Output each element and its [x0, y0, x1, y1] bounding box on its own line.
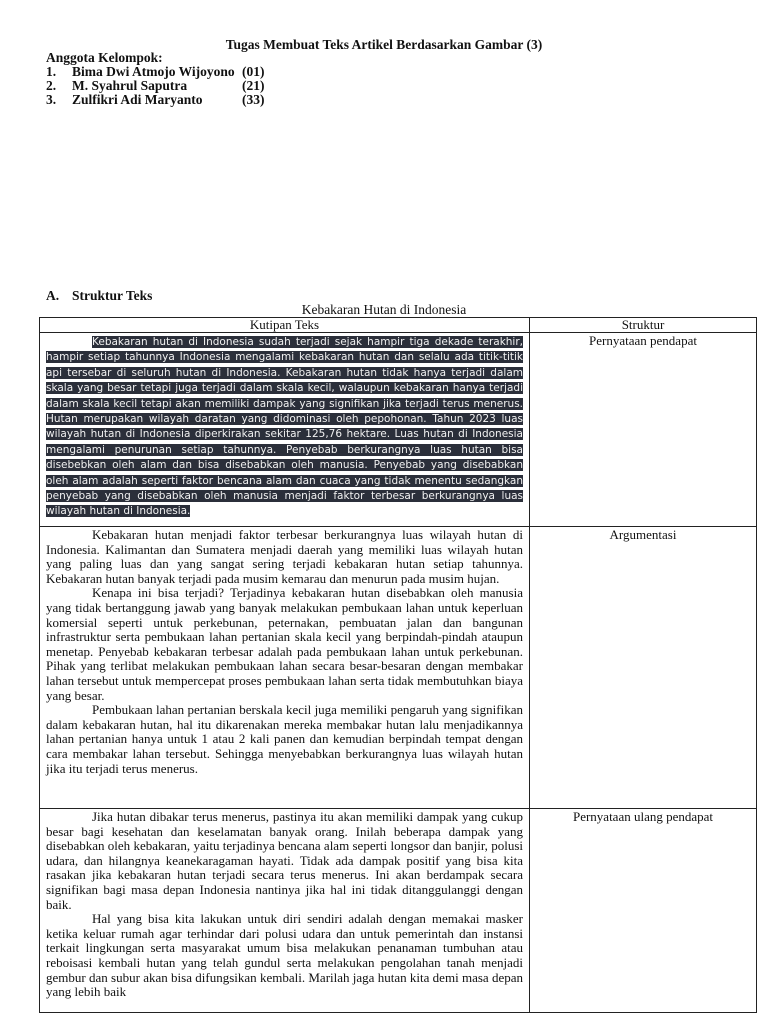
structure-cell: Pernyataan pendapat	[530, 333, 757, 527]
group-label: Anggota Kelompok:	[46, 50, 163, 65]
section-title: Struktur Teks	[72, 288, 153, 303]
table-header-row	[40, 318, 757, 333]
table-row	[40, 333, 757, 527]
structure-table	[39, 317, 757, 1013]
structure-cell: Argumentasi	[530, 527, 757, 809]
highlighted-paragraph[interactable]	[46, 334, 523, 519]
member-name: Bima Dwi Atmojo Wijoyono	[72, 64, 235, 79]
member-id: (33)	[242, 92, 265, 107]
paragraph: Kebakaran hutan menjadi faktor terbesar berkurangnya luas wilayah hutan di Indonesia. Kalimantan dan Sumatera menjadi daerah yang memiliki luas wilayah hutan yang paling luas dan yang sangat sering terjadi kebakaran hutan setiap tahunnya. Kebakaran hutan banyak terjadi pada musim kemarau dan menurun pada musim hujan.	[46, 527, 523, 586]
selected-text[interactable]: Kebakaran hutan di Indonesia sudah terjadi sejak hampir tiga dekade terakhir, hampir setiap tahunnya Indonesia mengalami kebakaran hutan dan selalu ada titik-titik api tersebar di seluruh hutan di Indonesia. Kebakaran hutan tidak hanya terjadi dalam skala yang besar tetapi juga terjadi dalam skala kecil, walaupun kebakaran hanya terjadi dalam skala kecil tetapi akan memiliki dampak yang signifikan jika terjadi terus menerus. Hutan merupakan wilayah daratan yang didominasi oleh pepohonan. Tahun 2023 luas wilayah hutan di Indonesia diperkirakan sekitar 125,76 hektare. Luas hutan di Indonesia mengalami penurunan setiap tahunnya. Penyebab berkurangnya luas hutan bisa disebebkan oleh alam dan bisa disebabkan oleh manusia. Penyebab yang disebabkan oleh alam adalah seperti faktor bencana alam dan cuaca yang tidak menentu sedangkan penyebab yang disebabkan oleh manusia menjadi faktor terbesar berkurangnya luas wilayah hutan di Indonesia.	[46, 336, 523, 518]
member-name: M. Syahrul Saputra	[72, 78, 188, 93]
quote-cell	[40, 809, 530, 1013]
article-title: Kebakaran Hutan di Indonesia	[301, 302, 467, 317]
member-number: 2.	[46, 78, 57, 93]
member-number: 3.	[46, 92, 57, 107]
member-id: (01)	[242, 64, 265, 79]
table-row	[40, 527, 757, 809]
member-row	[46, 93, 292, 107]
member-row	[46, 65, 292, 79]
member-row	[46, 79, 292, 93]
quote-cell	[40, 333, 530, 527]
member-name: Zulfikri Adi Maryanto	[72, 92, 203, 107]
paragraph: Pembukaan lahan pertanian berskala kecil juga memiliki pengaruh yang signifikan dalam kebakaran hutan, hal itu dikarenakan mereka membakar hutan lalu menjadikannya lahan pertanian hanya untuk 1 atau 2 kali panen dan kemudian berpindah tempat dengan cara membakar lahan tersebut. Sehingga menyebabkan berkurangnya luas wilayah hutan jika itu terjadi terus menerus.	[46, 702, 523, 776]
member-id: (21)	[242, 78, 265, 93]
structure-cell: Pernyataan ulang pendapat	[530, 809, 757, 1013]
paragraph: Jika hutan dibakar terus menerus, pastinya itu akan memiliki dampak yang cukup besar bagi kesehatan dan keselamatan banyak orang. Inilah beberapa dampak yang disebabkan oleh kebakaran, yaitu terjadinya bencana alam seperti longsor dan banjir, polusi udara, dan hilangnya keanekaragaman hayati. Tidak ada dampak positif yang bisa kita rasakan jika kebakaran hutan terjadi secara terus menerus. Ini akan berdampak secara signifikan bagi masa depan Indonesia nantinya jika hal ini tidak ditanggulanggi dengan baik.	[46, 809, 523, 912]
table-row	[40, 809, 757, 1013]
document-title: Tugas Membuat Teks Artikel Berdasarkan Gambar (3)	[225, 37, 543, 52]
quote-cell	[40, 527, 530, 809]
paragraph: Hal yang bisa kita lakukan untuk diri sendiri adalah dengan memakai masker ketika keluar rumah agar terhindar dari polusi udara dan untuk pemerintah dan instansi terkait lingkungan serta masyarakat umum bisa melakukan penanaman tumbuhan atau reboisasi kembali hutan yang telah gundul serta melakukan pengolahan tanah menjadi gembur dan subur akan bisa difungsikan kembali. Marilah jaga hutan kita demi masa depan yang lebih baik	[46, 911, 523, 1000]
group-members	[46, 51, 292, 107]
section-label: A.	[46, 288, 60, 303]
paragraph: Kenapa ini bisa terjadi? Terjadinya kebakaran hutan disebabkan oleh manusia yang tidak bertanggung jawab yang banyak melakukan pembukaan lahan untuk keperluan komersial seperti untuk perkebunan, peternakan, pembuatan jalan dan bangunan infrastruktur serta pembukaan lahan pertanian skala kecil yang berpindah-pindah ataupun menetap. Penyebab kebakaran terbesar adalah pada pembukaan lahan untuk perkebunan. Pihak yang terlibat melakukan pembukaan lahan secara besar-besaran dengan membakar lahan tersebut untuk mempercepat proses pembukaan lahan serta tidak membutuhkan biaya yang besar.	[46, 585, 523, 703]
member-number: 1.	[46, 64, 57, 79]
header-struktur: Struktur	[530, 318, 757, 333]
header-kutipan: Kutipan Teks	[40, 318, 530, 333]
